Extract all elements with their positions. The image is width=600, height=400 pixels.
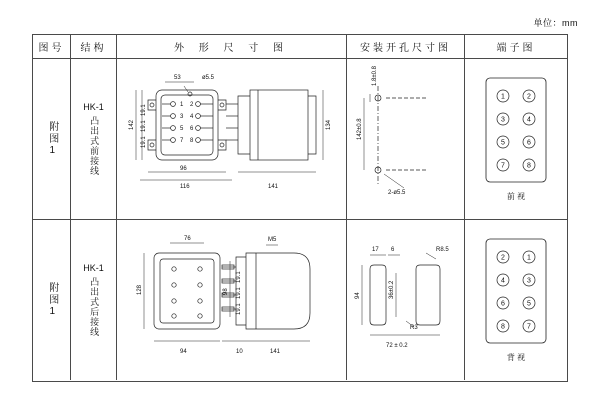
table-row [33, 59, 567, 220]
row1-pin-1: 1 [179, 102, 183, 108]
row2-term-l1: 2 [501, 254, 505, 262]
row1-no [33, 59, 71, 219]
row2-mount-drawing [348, 225, 464, 375]
row2-mount-dim-top-a: 17 [371, 247, 379, 253]
row1-pin-4: 4 [189, 114, 193, 120]
header-col-mount: 安装开孔尺寸图 [347, 35, 465, 58]
row2-terminal-cell [465, 220, 567, 380]
row2-no [33, 220, 71, 380]
row2-outline-cell [117, 220, 347, 380]
header-col-no: 图号 [33, 35, 71, 58]
unit-note: 单位：mm [533, 18, 578, 28]
row2-outline-drawing [118, 221, 346, 379]
row2-struct [71, 220, 117, 380]
row1-terminal-drawing [468, 66, 564, 212]
row2-model: HK-1 [83, 263, 104, 274]
row1-pin-2: 2 [189, 102, 193, 108]
row1-pin-5: 5 [179, 126, 183, 132]
row2-term-l4: 8 [501, 323, 505, 331]
row1-term-l1: 1 [501, 93, 505, 101]
row1-dim-left-b: 19.1 [140, 104, 147, 116]
row1-term-l3: 5 [501, 139, 505, 147]
row1-mount-note: 2-ø5.5 [387, 190, 405, 196]
row1-struct [71, 59, 117, 219]
row1-pin-3: 3 [179, 114, 183, 120]
row2-term-r2: 3 [527, 277, 531, 285]
row2-dim-right-w: 141 [269, 349, 280, 355]
row2-term-l2: 4 [501, 277, 505, 285]
header-col-struct: 结构 [71, 35, 117, 58]
row2-dim-mid-c: 19.1 [235, 287, 242, 299]
row2-dim-right-small: 10 [235, 349, 243, 355]
row1-dim-top: 53 [173, 75, 181, 81]
row1-model: HK-1 [83, 102, 104, 113]
row1-pin-6: 6 [189, 126, 193, 132]
table-header-row [33, 35, 567, 59]
row2-term-r1: 1 [527, 254, 531, 262]
row2-mount-dim-left-v: 94 [354, 292, 361, 299]
row1-dim-bottom-inner: 96 [179, 166, 187, 172]
row1-term-caption: 前 视 [506, 192, 526, 201]
row1-dim-hole: ø5.5 [201, 75, 214, 81]
row2-term-r4: 7 [527, 323, 531, 331]
row2-dim-bottom: 94 [179, 349, 187, 355]
row1-pin-7: 7 [179, 138, 183, 144]
row2-struct-text: 凸出式后接线 [89, 276, 100, 337]
header-col-outline: 外 形 尺 寸 图 [117, 35, 347, 58]
row2-mount-dim-r-small: R3 [409, 325, 418, 331]
row1-terminal-cell [465, 59, 567, 219]
row1-term-r4: 8 [527, 162, 531, 170]
row2-dim-mid-a: 98 [222, 288, 229, 295]
row1-dim-right-h: 134 [325, 119, 332, 130]
row1-term-r2: 4 [527, 116, 531, 124]
row1-mount-drawing [348, 64, 464, 214]
row1-term-l4: 7 [501, 162, 505, 170]
row2-mount-dim-top-b: 6 [390, 247, 394, 253]
row1-dim-left-c: 19.1 [140, 120, 147, 132]
row1-mount-dim-v: 142±0.8 [356, 118, 363, 140]
row1-dim-right-w: 141 [267, 184, 278, 190]
row2-terminal-drawing [468, 227, 564, 373]
row1-outline-drawing [118, 60, 346, 218]
header-col-terminal: 端子图 [496, 43, 536, 54]
row2-dim-top: 76 [183, 236, 191, 242]
row1-dim-left-a: 142 [128, 119, 135, 130]
row1-struct-text: 凸出式前接线 [89, 115, 100, 176]
row1-term-r3: 6 [527, 139, 531, 147]
row1-term-r1: 2 [527, 93, 531, 101]
row2-mount-cell [347, 220, 465, 380]
row2-dim-left: 128 [136, 284, 143, 295]
row2-dim-mid-b: 19.1 [235, 271, 242, 283]
row2-mount-dim-bottom: 72 ± 0.2 [385, 343, 408, 349]
row1-no-text: 附图1 [46, 120, 58, 158]
row1-dim-left-d: 19.1 [140, 136, 147, 148]
row2-term-r3: 5 [527, 300, 531, 308]
row1-dim-bottom-outer: 116 [179, 184, 190, 190]
row1-mount-dim-small: 1.8±0.8 [371, 66, 378, 86]
row2-term-l3: 6 [501, 300, 505, 308]
row1-term-l2: 3 [501, 116, 505, 124]
row2-mount-dim-r: R8.5 [435, 247, 449, 253]
row2-no-text: 附图1 [46, 281, 58, 319]
table-row [33, 220, 567, 380]
row1-outline-cell [117, 59, 347, 219]
row1-pin-8: 8 [189, 138, 193, 144]
spec-table [32, 34, 568, 382]
row1-mount-cell [347, 59, 465, 219]
row2-dim-screw: M5 [267, 237, 276, 243]
row2-term-caption: 背 视 [506, 353, 526, 362]
row2-dim-mid-d: 19.1 [235, 303, 242, 315]
row2-mount-dim-inner: 36±0.2 [388, 280, 395, 299]
